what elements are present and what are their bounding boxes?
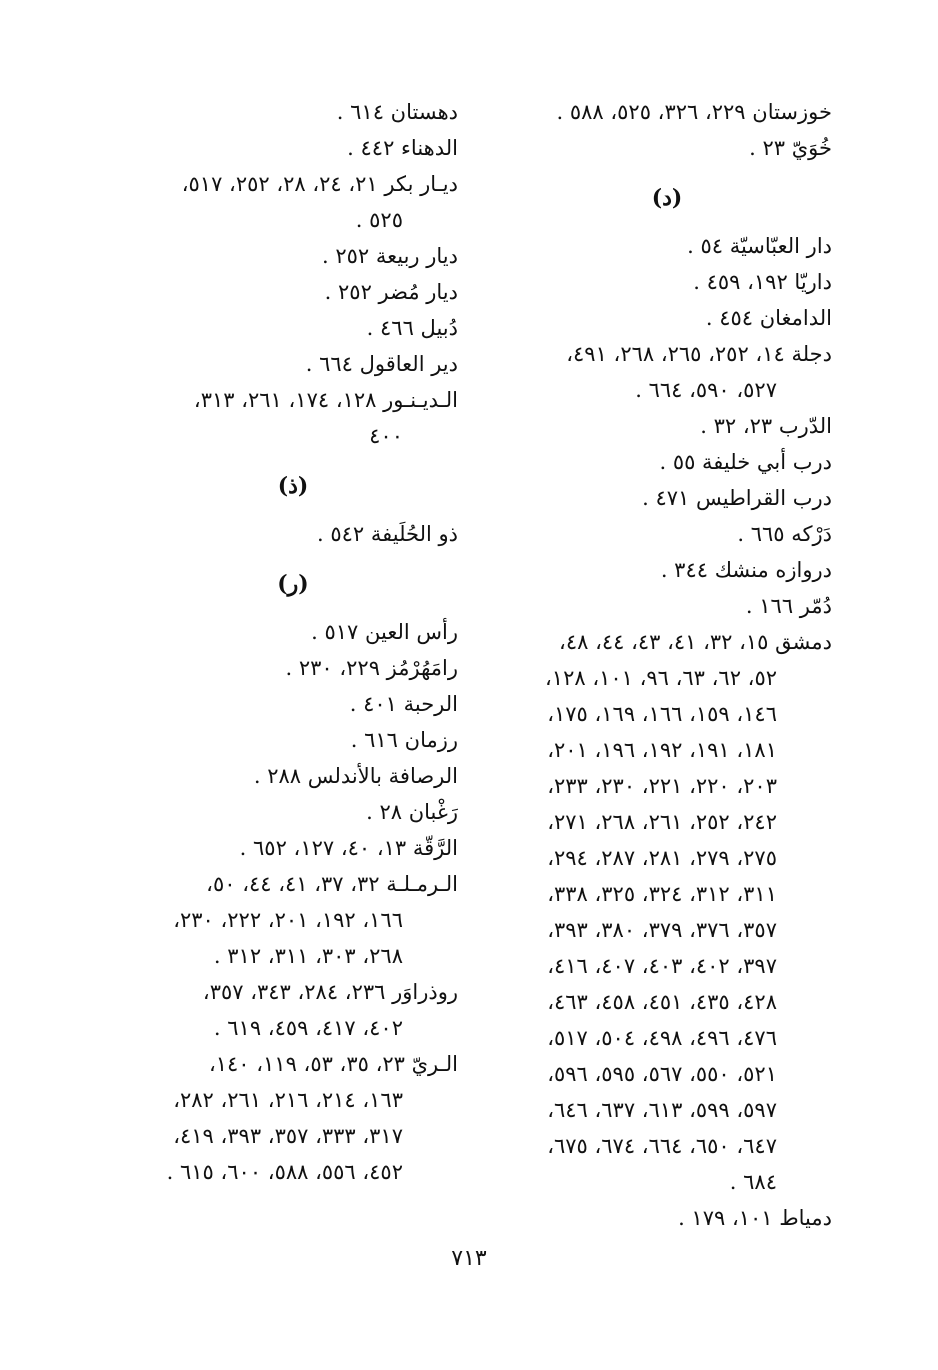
index-entry-line: رزمان ٦١٦ . <box>350 728 458 752</box>
index-entry-line: الدامغان ٤٥٤ . <box>705 306 832 330</box>
index-entry-line: دروازه منشك ٣٤٤ . <box>660 558 832 582</box>
index-entry <box>128 722 458 758</box>
index-entry-continuation: ٢٤٢، ٢٥٢، ٢٦١، ٢٦٨، ٢٧١، <box>547 810 777 834</box>
index-entry-line: داريّا ١٩٢، ٤٥٩ . <box>693 270 832 294</box>
index-entry <box>502 588 832 624</box>
index-entry <box>128 1046 458 1190</box>
index-entry <box>128 130 458 166</box>
index-entry-line: دير العاقول ٦٦٤ . <box>305 352 458 376</box>
index-entry <box>502 94 832 130</box>
index-entry <box>128 310 458 346</box>
index-entry-continuation: ٣١١، ٣١٢، ٣٢٤، ٣٢٥، ٣٣٨، <box>547 882 777 906</box>
index-entry-continuation: ٥٢٥ . <box>355 208 403 232</box>
index-entry-continuation: ٣١٧، ٣٣٣، ٣٥٧، ٣٩٣، ٤١٩، <box>173 1124 403 1148</box>
index-entry-line: ديار مُضر ٢٥٢ . <box>324 280 458 304</box>
index-entry <box>502 516 832 552</box>
page-number: ٧١٣ <box>451 1246 487 1271</box>
index-entry-line: رَغْبان ٢٨ . <box>366 800 458 824</box>
index-entry <box>128 686 458 722</box>
index-entry-line: الرصافة بالأندلس ٢٨٨ . <box>253 764 458 788</box>
index-entry-continuation: ٢٦٨، ٣٠٣، ٣١١، ٣١٢ . <box>213 944 403 968</box>
index-entry-line: الرَّقّة ١٣، ٤٠، ١٢٧، ٦٥٢ . <box>239 836 458 860</box>
index-entry-line: دُبيل ٤٦٦ . <box>366 316 458 340</box>
index-entry-line: الدهناء ٤٤٢ . <box>347 136 458 160</box>
index-entry-continuation: ٤٧٦، ٤٩٦، ٤٩٨، ٥٠٤، ٥١٧، <box>547 1026 777 1050</box>
index-entry <box>502 1200 832 1236</box>
index-entry-continuation: ٤٠٢، ٤١٧، ٤٥٩، ٦١٩ . <box>213 1016 403 1040</box>
index-entry-continuation: ٤٠٠ <box>369 424 403 448</box>
index-entry-line: ديار ربيعة ٢٥٢ . <box>321 244 458 268</box>
index-entry-continuation: ١٦٦، ١٩٢، ٢٠١، ٢٢٢، ٢٣٠، <box>173 908 403 932</box>
index-entry-line: الـرمـلـة ٣٢، ٣٧، ٤١، ٤٤، ٥٠، <box>206 872 458 896</box>
index-entry <box>502 228 832 264</box>
index-entry-line: خُوَيّ ٢٣ . <box>749 136 832 160</box>
section-letter-heading: (ر) <box>277 571 309 597</box>
index-entry-continuation: ٢٠٣، ٢٢٠، ٢٢١، ٢٣٠، ٢٣٣، <box>547 774 777 798</box>
index-entry <box>128 830 458 866</box>
index-entry-line: دَرْكه ٦٦٥ . <box>737 522 832 546</box>
index-entry-continuation: ٥٢٧، ٥٩٠، ٦٦٤ . <box>635 378 777 402</box>
index-entry-line: درب أبي خليفة ٥٥ . <box>659 450 832 474</box>
section-letter-heading: (ذ) <box>277 473 309 499</box>
index-entry-line: الـديـنـور ١٢٨، ١٧٤، ٢٦١، ٣١٣، <box>193 388 458 412</box>
index-entry-line: رامَهُرْمُز ٢٢٩، ٢٣٠ . <box>285 656 458 680</box>
index-entry-line: الدّرب ٢٣، ٣٢ . <box>700 414 832 438</box>
index-entry-line: الـريّ ٢٣، ٣٥، ٥٣، ١١٩، ١٤٠، <box>208 1052 458 1076</box>
index-entry <box>128 866 458 974</box>
index-entry-line: روذراوَر ٢٣٦، ٢٨٤، ٣٤٣، ٣٥٧، <box>202 980 458 1004</box>
index-entry <box>502 300 832 336</box>
index-entry-continuation: ٣٥٧، ٣٧٦، ٣٧٩، ٣٨٠، ٣٩٣، <box>547 918 777 942</box>
index-entry-line: رأس العين ٥١٧ . <box>311 620 458 644</box>
index-entry-continuation: ١٦٣، ٢١٤، ٢١٦، ٢٦١، ٢٨٢، <box>173 1088 403 1112</box>
index-entry-continuation: ٥٢١، ٥٥٠، ٥٦٧، ٥٩٥، ٥٩٦، <box>547 1062 777 1086</box>
index-entry <box>502 408 832 444</box>
index-entry-continuation: ٤٢٨، ٤٣٥، ٤٥١، ٤٥٨، ٤٦٣، <box>547 990 777 1014</box>
index-entry-continuation: ٥٢، ٦٢، ٦٣، ٩٦، ١٠١، ١٢٨، <box>545 666 777 690</box>
index-column-right <box>502 94 832 1236</box>
index-entry <box>128 794 458 830</box>
index-entry <box>502 336 832 408</box>
index-entry-line: خوزستان ٢٢٩، ٣٢٦، ٥٢٥، ٥٨٨ . <box>556 100 832 124</box>
index-entry <box>128 166 458 238</box>
index-entry <box>128 614 458 650</box>
index-entry <box>128 650 458 686</box>
index-entry-continuation: ٦٨٤ . <box>729 1170 777 1194</box>
index-entry-line: ذو الحُلَيفة ٥٤٢ . <box>316 522 458 546</box>
index-entry-line: دجلة ١٤، ٢٥٢، ٢٦٥، ٢٦٨، ٤٩١، <box>566 342 832 366</box>
index-entry <box>128 346 458 382</box>
index-entry <box>502 480 832 516</box>
index-entry <box>128 758 458 794</box>
index-entry-continuation: ٤٥٢، ٥٥٦، ٥٨٨، ٦٠٠، ٦١٥ . <box>166 1160 403 1184</box>
index-entry-line: درب القراطيس ٤٧١ . <box>642 486 832 510</box>
index-entry-continuation: ٦٤٧، ٦٥٠، ٦٦٤، ٦٧٤، ٦٧٥، <box>547 1134 777 1158</box>
index-entry <box>128 516 458 552</box>
index-entry <box>128 974 458 1046</box>
index-entry-continuation: ٥٩٧، ٥٩٩، ٦١٣، ٦٣٧، ٦٤٦، <box>547 1098 777 1122</box>
index-entry <box>128 238 458 274</box>
index-entry-continuation: ١٨١، ١٩١، ١٩٢، ١٩٦، ٢٠١، <box>547 738 777 762</box>
index-entry <box>502 624 832 1200</box>
index-column-left <box>128 94 458 1190</box>
index-entry-line: دمشق ١٥، ٣٢، ٤١، ٤٣، ٤٤، ٤٨، <box>559 630 832 654</box>
index-entry-line: دمياط ١٠١، ١٧٩ . <box>678 1206 832 1230</box>
index-entry-line: الرحبة ٤٠١ . <box>349 692 458 716</box>
index-entry <box>502 264 832 300</box>
index-entry <box>502 552 832 588</box>
index-entry <box>128 94 458 130</box>
index-entry <box>128 274 458 310</box>
index-entry-continuation: ١٤٦، ١٥٩، ١٦٦، ١٦٩، ١٧٥، <box>547 702 777 726</box>
index-entry-line: دار العبّاسيّة ٥٤ . <box>687 234 832 258</box>
index-entry-continuation: ٣٩٧، ٤٠٢، ٤٠٣، ٤٠٧، ٤١٦، <box>547 954 777 978</box>
index-entry <box>502 130 832 166</box>
index-entry-continuation: ٢٧٥، ٢٧٩، ٢٨١، ٢٨٧، ٢٩٤، <box>547 846 777 870</box>
index-entry-line: دهستان ٦١٤ . <box>336 100 458 124</box>
index-entry-line: دُمّر ١٦٦ . <box>745 594 832 618</box>
section-letter-heading: (د) <box>651 185 683 211</box>
index-entry <box>128 382 458 454</box>
index-entry <box>502 444 832 480</box>
index-entry-line: ديـار بكر ٢١، ٢٤، ٢٨، ٢٥٢، ٥١٧، <box>181 172 458 196</box>
